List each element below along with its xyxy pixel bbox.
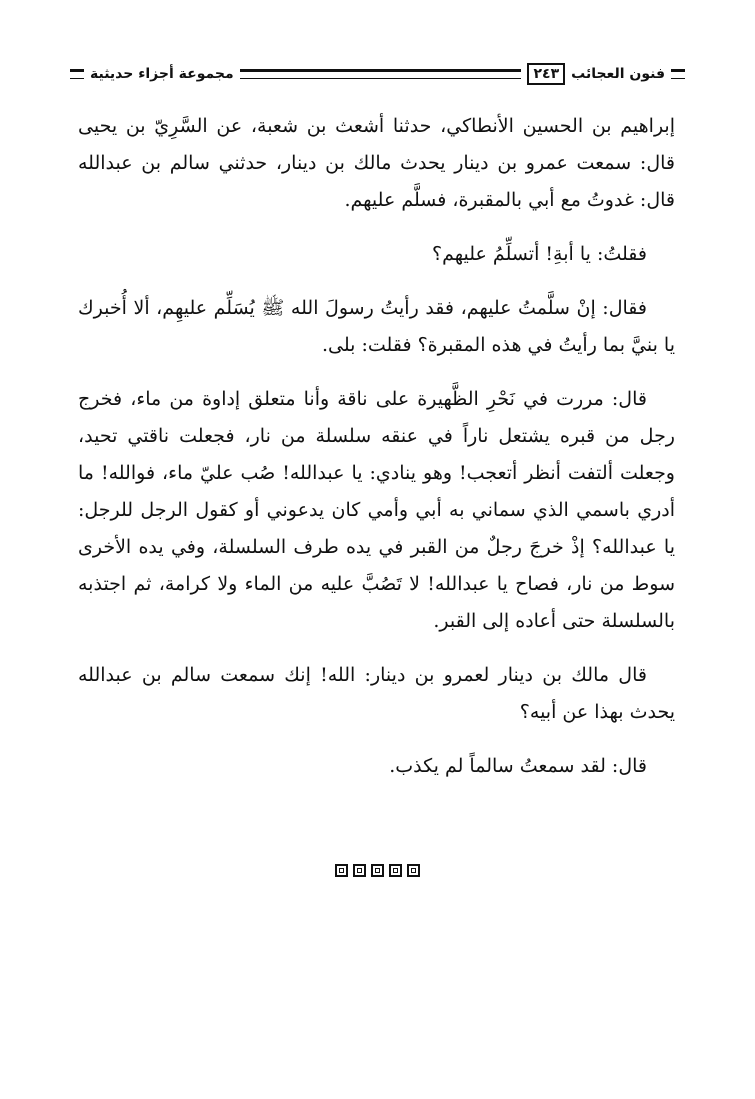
paragraph-answer: فقال: إنْ سلَّمتُ عليهم، فقد رأيتُ رسولَ الله ﷺ يُسَلِّم عليهِم، ألا أُخبرك يا بنيَّ بما رأيتُ في هذه المقبرة؟ فقلت: بلى. (78, 297, 675, 356)
header-rule-left (70, 69, 84, 79)
page-body (78, 108, 675, 802)
paragraph-story: قال: مررت في نَحْرِ الظَّهيرة على ناقة وأنا متعلق إداوة من ماء، فخرج رجل من قبره يشتعل ناراً في عنقه سلسلة من نار، فجعلت ناقتي تحيد، وجعلت ألتفت أنظر أتعجب! وهو ينادي: يا عبدالله! صُب عليّ ماء، فوالله! ما أدري باسمي الذي سماني به أبي وأمي كان يدعوني أو كقول الرجل للرجل: يا عبدالله؟ إذْ خرجَ رجلٌ من القبر في يده طرف السلسلة، وفي يده الأخرى سوط من نار، فصاح يا عبدالله! لا تَصُبَّ عليه من الماء ولا كرامة، ثم اجتذبه بالسلسلة حتى أعاده إلى القبر. (78, 388, 675, 632)
section-end-ornament (0, 864, 755, 877)
ornament-square-icon (371, 864, 384, 877)
book-section-title: فنون العجائب (571, 66, 665, 82)
header-rule-right (671, 69, 685, 79)
ornament-square-icon (407, 864, 420, 877)
paragraph-question: فقلتُ: يا أبةِ! أتسلِّمُ عليهم؟ (432, 243, 647, 265)
ornament-square-icon (389, 864, 402, 877)
ornament-square-icon (335, 864, 348, 877)
paragraph-conclusion: قال: لقد سمعتُ سالماً لم يكذب. (389, 755, 647, 777)
ornament-square-icon (353, 864, 366, 877)
page-number: ٢٤٣ (527, 63, 565, 85)
running-header (70, 62, 685, 86)
paragraph-isnad: إبراهيم بن الحسين الأنطاكي، حدثنا أشعث بن شعبة، عن السَّرِيّ بن يحيى قال: سمعت عمرو بن دينار يحدث مالك بن دينار، حدثني سالم بن عبدالله قال: غدوتُ مع أبي بالمقبرة، فسلَّم عليهم. (78, 115, 675, 211)
header-rule-middle (240, 69, 522, 79)
paragraph-malik-question: قال مالك بن دينار لعمرو بن دينار: الله! إنك سمعت سالم بن عبدالله يحدث بهذا عن أبيه؟ (78, 664, 675, 723)
book-series-title: مجموعة أجزاء حديثية (90, 66, 234, 82)
